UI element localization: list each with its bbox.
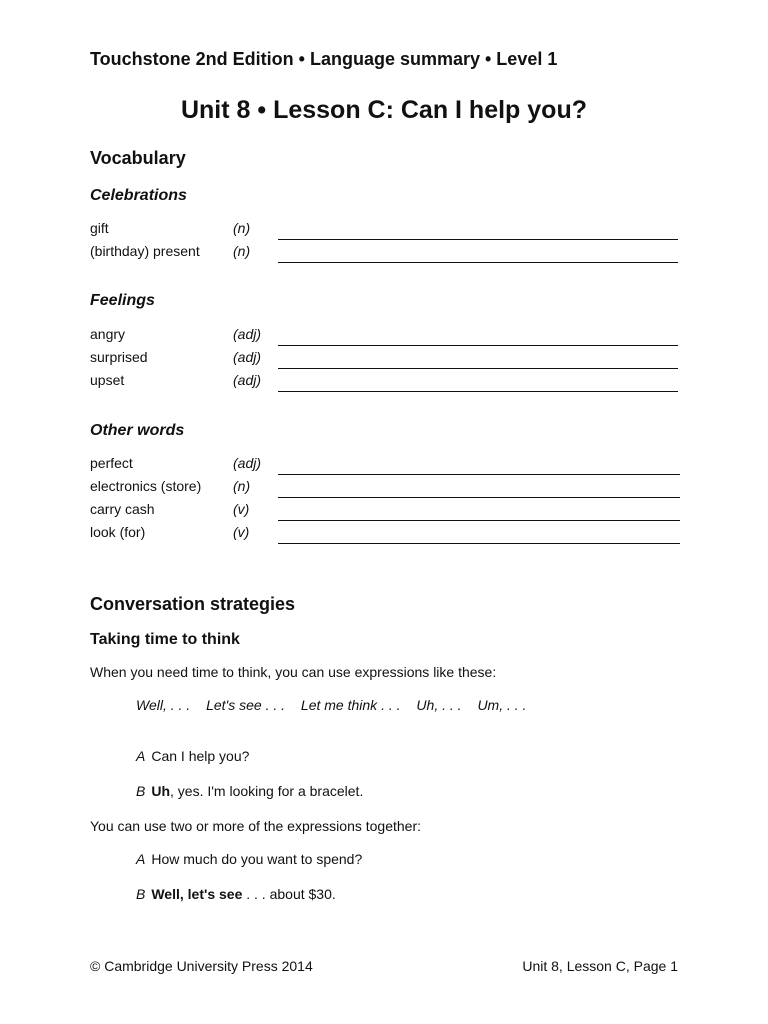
copyright-footer: © Cambridge University Press 2014	[90, 958, 313, 974]
vocab-row	[90, 501, 680, 524]
answer-line[interactable]	[278, 239, 678, 240]
speaker-label: A	[136, 851, 146, 867]
vocabulary-heading: Vocabulary	[90, 148, 186, 168]
answer-line[interactable]	[278, 262, 678, 263]
other-words-heading: Other words	[90, 422, 185, 439]
dialogue-line-b	[136, 783, 363, 799]
answer-line[interactable]	[278, 391, 678, 392]
vocab-pos: (n)	[233, 243, 251, 259]
expression: Um, . . .	[477, 697, 527, 713]
strategies-subheading: Taking time to think	[90, 631, 240, 648]
highlighted-expression: Uh	[151, 783, 171, 799]
answer-line[interactable]	[278, 474, 680, 475]
vocab-word: electronics (store)	[90, 478, 202, 494]
vocab-pos: (adj)	[233, 372, 262, 388]
answer-line[interactable]	[278, 345, 678, 346]
vocab-row	[90, 243, 678, 266]
vocab-row	[90, 524, 680, 547]
feelings-list	[90, 326, 678, 395]
vocab-row	[90, 372, 678, 395]
vocab-pos: (adj)	[233, 349, 262, 365]
vocab-word: gift	[90, 220, 109, 236]
vocab-pos: (n)	[233, 220, 251, 236]
vocab-word: angry	[90, 326, 126, 342]
vocab-row	[90, 349, 678, 372]
dialogue-line-a	[136, 748, 249, 764]
series-header: Touchstone 2nd Edition • Language summary • Level 1	[90, 49, 558, 69]
page-title: Unit 8 • Lesson C: Can I help you?	[180, 96, 587, 124]
dialogue-text: , yes. I'm looking for a bracelet.	[170, 783, 364, 799]
highlighted-expression: Well, let's see	[151, 886, 243, 902]
expression: Uh, . . .	[416, 697, 462, 713]
vocab-word: look (for)	[90, 524, 146, 540]
vocab-word: surprised	[90, 349, 148, 365]
strategies-heading: Conversation strategies	[90, 594, 296, 614]
speaker-label: A	[136, 748, 146, 764]
answer-line[interactable]	[278, 368, 678, 369]
vocab-row	[90, 326, 678, 349]
vocab-pos: (adj)	[233, 455, 262, 471]
speaker-label: B	[136, 783, 146, 799]
dialogue-text: . . . about $30.	[242, 886, 336, 902]
celebrations-heading: Celebrations	[90, 187, 187, 204]
expression: Well, . . .	[136, 697, 191, 713]
answer-line[interactable]	[278, 520, 680, 521]
vocab-pos: (v)	[233, 524, 250, 540]
answer-line[interactable]	[278, 497, 680, 498]
vocab-pos: (n)	[233, 478, 251, 494]
dialogue-text: How much do you want to spend?	[151, 851, 363, 867]
speaker-label: B	[136, 886, 146, 902]
dialogue-text: Can I help you?	[151, 748, 250, 764]
expression-list	[136, 697, 538, 713]
vocab-row	[90, 478, 680, 501]
vocab-row	[90, 455, 680, 478]
feelings-heading: Feelings	[90, 292, 155, 309]
vocab-word: carry cash	[90, 501, 155, 517]
expression: Let's see . . .	[206, 697, 286, 713]
vocab-word: perfect	[90, 455, 133, 471]
vocab-word: upset	[90, 372, 125, 388]
answer-line[interactable]	[278, 543, 680, 544]
vocab-pos: (adj)	[233, 326, 262, 342]
vocab-word: (birthday) present	[90, 243, 200, 259]
vocab-row	[90, 220, 678, 243]
expression: Let me think . . .	[300, 697, 401, 713]
dialogue-line-a	[136, 851, 362, 867]
intro-text: When you need time to think, you can use expressions like these:	[90, 664, 497, 680]
other-words-list	[90, 455, 680, 547]
page-reference-footer: Unit 8, Lesson C, Page 1	[522, 958, 678, 974]
dialogue-line-b	[136, 886, 336, 902]
celebrations-list	[90, 220, 678, 266]
together-text: You can use two or more of the expressions together:	[90, 818, 422, 834]
vocab-pos: (v)	[233, 501, 250, 517]
